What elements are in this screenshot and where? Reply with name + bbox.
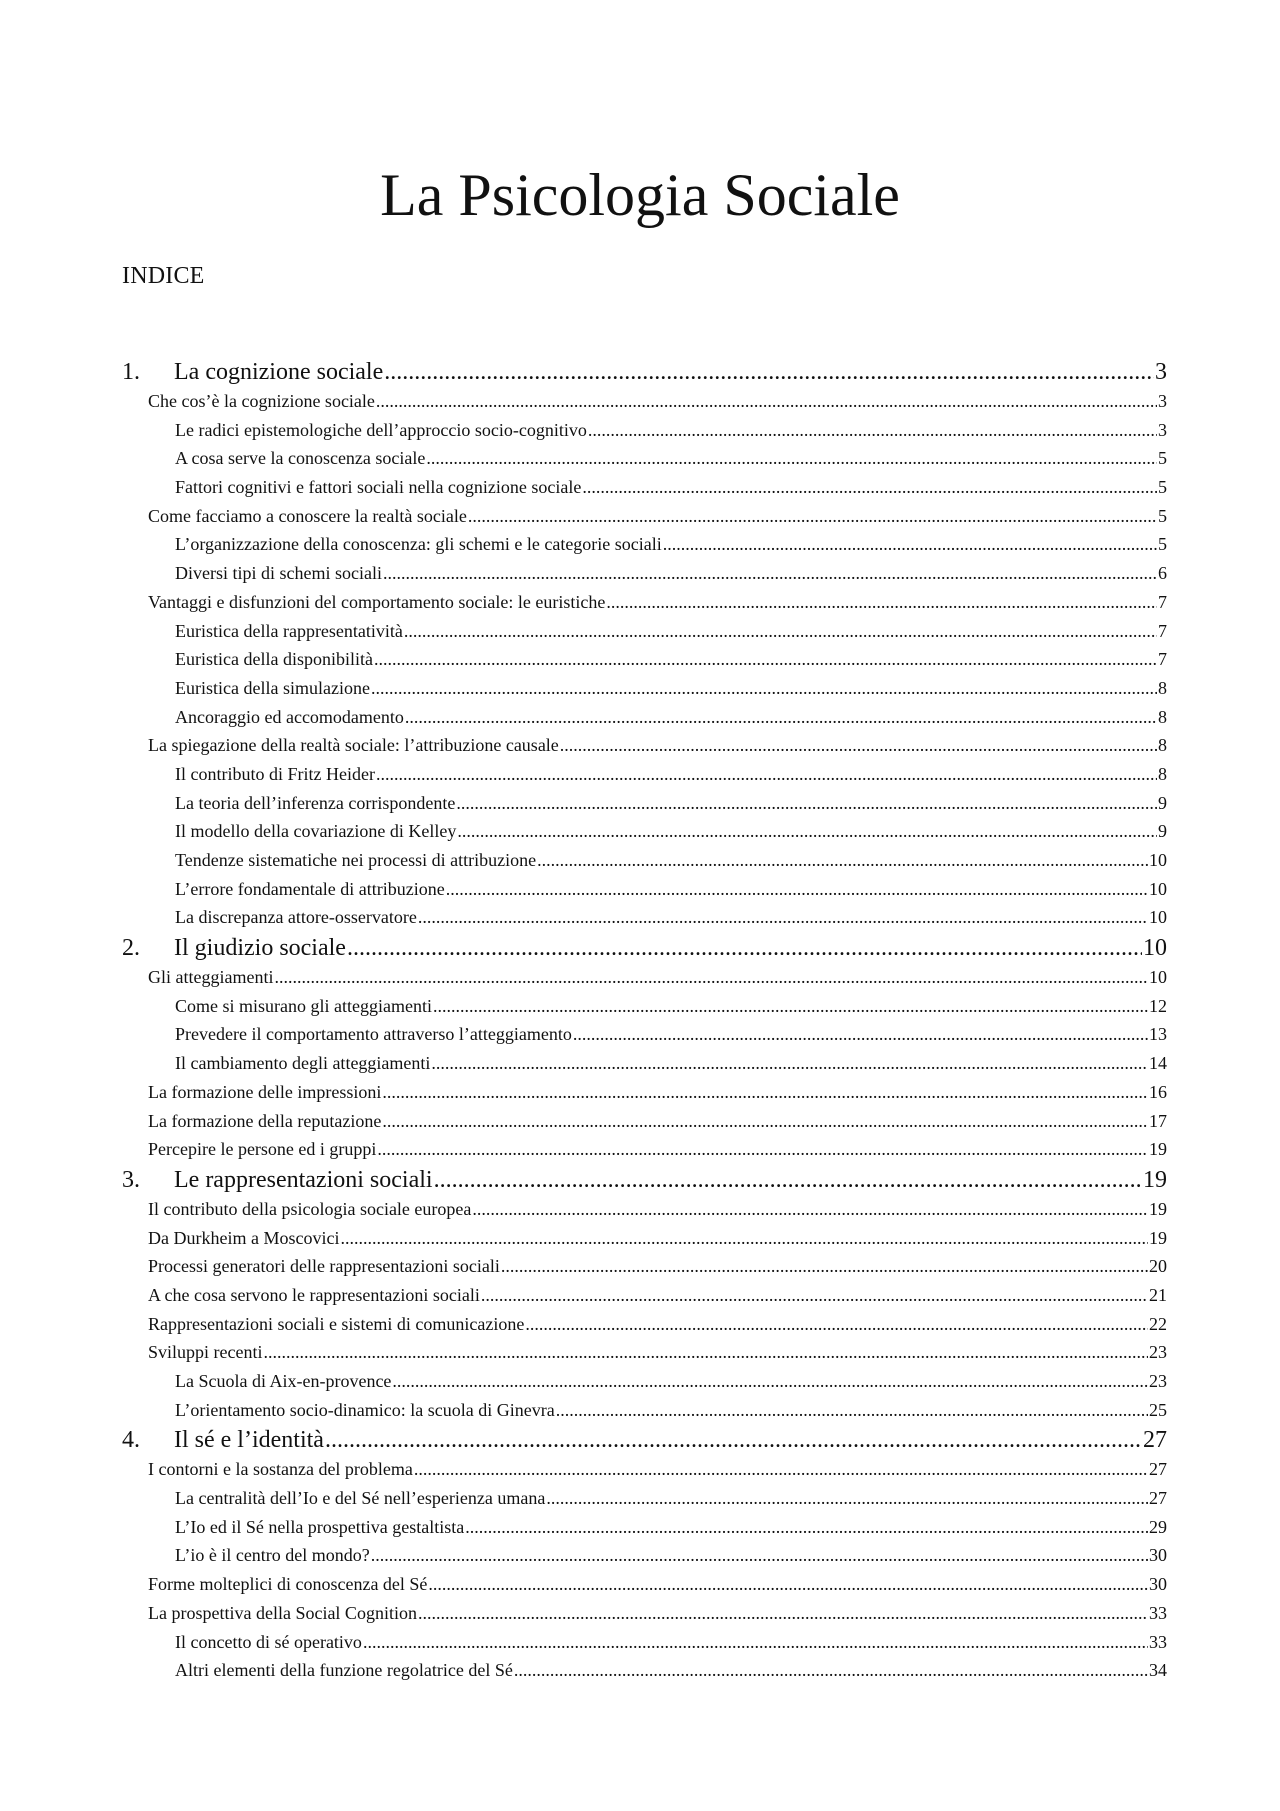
toc-entry-title: Diversi tipi di schemi sociali xyxy=(175,563,382,584)
toc-page-number: 3 xyxy=(1158,391,1167,411)
toc-dot-leader xyxy=(556,1396,1148,1425)
toc-section-entry[interactable] xyxy=(122,731,1167,760)
toc-entry-title: Forme molteplici di conoscenza del Sé xyxy=(148,1574,428,1595)
toc-page-number: 27 xyxy=(1149,1488,1167,1509)
toc-page-number: 33 xyxy=(1149,1631,1167,1652)
toc-page-number: 29 xyxy=(1149,1516,1167,1537)
toc-dot-leader xyxy=(405,703,1157,732)
toc-entry-title: Vantaggi e disfunzioni del comportamento sociale: le euristiche xyxy=(148,591,606,612)
toc-dot-leader xyxy=(404,617,1157,646)
toc-chapter-entry[interactable] xyxy=(122,934,1167,963)
toc-dot-leader xyxy=(588,416,1157,445)
toc-entry-title: Il giudizio sociale xyxy=(174,935,346,962)
toc-subsection-entry[interactable] xyxy=(122,645,1167,674)
toc-entry-title: Euristica della rappresentatività xyxy=(175,620,403,641)
toc-page-number: 19 xyxy=(1149,1139,1167,1160)
toc-page-number: 6 xyxy=(1158,563,1167,584)
toc-page-number: 34 xyxy=(1149,1660,1167,1681)
toc-entry-title: Rappresentazioni sociali e sistemi di comunicazione xyxy=(148,1313,525,1334)
toc-dot-leader xyxy=(433,992,1148,1021)
toc-dot-leader xyxy=(263,1338,1148,1367)
toc-page-number: 30 xyxy=(1149,1545,1167,1566)
toc-page-number: 19 xyxy=(1143,1166,1167,1193)
toc-page-number: 7 xyxy=(1158,620,1167,641)
toc-page-number: 5 xyxy=(1158,477,1167,498)
toc-page-number: 3 xyxy=(1158,419,1167,440)
toc-chapter-entry[interactable] xyxy=(122,1166,1167,1195)
toc-subsection-entry[interactable] xyxy=(122,674,1167,703)
toc-entry-title: La formazione delle impressioni xyxy=(148,1081,382,1102)
toc-entry-title: L’io è il centro del mondo? xyxy=(175,1545,370,1566)
toc-entry-title: Il modello della covariazione di Kelley xyxy=(175,821,457,842)
toc-dot-leader xyxy=(418,903,1148,932)
toc-dot-leader xyxy=(472,1195,1148,1224)
toc-entry-title: L’errore fondamentale di attribuzione xyxy=(175,878,445,899)
toc-dot-leader xyxy=(418,1599,1148,1628)
toc-section-entry[interactable] xyxy=(122,1107,1167,1136)
toc-page-number: 5 xyxy=(1158,448,1167,469)
toc-dot-leader xyxy=(457,817,1157,846)
toc-section-entry[interactable] xyxy=(122,1338,1167,1367)
toc-page-number: 19 xyxy=(1149,1227,1167,1248)
toc-entry-title: Il contributo della psicologia sociale europea xyxy=(148,1198,472,1219)
toc-page-number: 23 xyxy=(1149,1342,1167,1363)
toc-page-number: 10 xyxy=(1149,850,1167,870)
toc-page-number: 3 xyxy=(1155,359,1167,385)
toc-subsection-entry[interactable] xyxy=(122,1541,1167,1570)
toc-page-number: 27 xyxy=(1143,1427,1167,1454)
toc-entry-title: La discrepanza attore-osservatore xyxy=(175,907,417,928)
toc-page-number: 5 xyxy=(1158,534,1167,555)
toc-dot-leader xyxy=(382,1078,1148,1107)
toc-entry-title: La prospettiva della Social Cognition xyxy=(148,1602,417,1623)
toc-subsection-entry[interactable] xyxy=(122,875,1167,904)
toc-dot-leader xyxy=(573,1020,1148,1049)
toc-page-number: 7 xyxy=(1158,591,1167,612)
toc-chapter-entry[interactable] xyxy=(122,358,1167,387)
toc-entry-title: Altri elementi della funzione regolatrice del Sé xyxy=(175,1660,513,1681)
toc-subsection-entry[interactable] xyxy=(122,817,1167,846)
toc-page-number: 5 xyxy=(1158,505,1167,526)
toc-page-number: 17 xyxy=(1149,1110,1167,1131)
toc-page-number: 10 xyxy=(1149,907,1167,928)
toc-entry-title: Il contributo di Fritz Heider xyxy=(175,763,375,784)
toc-entry-title: La formazione della reputazione xyxy=(148,1110,382,1131)
toc-chapter-entry[interactable] xyxy=(122,1426,1167,1455)
toc-subsection-entry[interactable] xyxy=(122,903,1167,932)
toc-subsection-entry[interactable] xyxy=(122,617,1167,646)
toc-page-number: 12 xyxy=(1149,995,1167,1016)
toc-entry-title: Le rappresentazioni sociali xyxy=(174,1166,433,1193)
toc-dot-leader xyxy=(383,559,1157,588)
toc-page-number: 23 xyxy=(1149,1371,1167,1391)
toc-dot-leader xyxy=(392,1367,1148,1396)
toc-dot-leader xyxy=(546,1484,1148,1513)
toc-entry-title: L’orientamento socio-dinamico: la scuola di Ginevra xyxy=(175,1399,555,1420)
toc-entry-title: Ancoraggio ed accomodamento xyxy=(175,706,404,727)
toc-entry-title: Percepire le persone ed i gruppi xyxy=(148,1139,377,1160)
toc-subsection-entry[interactable] xyxy=(122,559,1167,588)
toc-entry-title: La centralità dell’Io e del Sé nell’esperienza umana xyxy=(175,1488,546,1509)
toc-page-number: 9 xyxy=(1158,821,1167,842)
toc-subsection-entry[interactable] xyxy=(122,416,1167,445)
toc-dot-leader xyxy=(376,387,1157,416)
toc-entry-title: A che cosa servono le rappresentazioni sociali xyxy=(148,1284,480,1305)
toc-page-number: 25 xyxy=(1149,1399,1167,1420)
toc-page-number: 33 xyxy=(1149,1602,1167,1623)
toc-entry-title: Come si misurano gli atteggiamenti xyxy=(175,995,432,1016)
toc-page-number: 27 xyxy=(1149,1459,1167,1480)
toc-page-number: 13 xyxy=(1149,1024,1167,1045)
toc-section-entry[interactable] xyxy=(122,1224,1167,1253)
toc-dot-leader xyxy=(347,934,1142,963)
toc-subsection-entry[interactable] xyxy=(122,473,1167,502)
toc-subsection-entry[interactable] xyxy=(122,760,1167,789)
toc-entry-title: Processi generatori delle rappresentazioni sociali xyxy=(148,1256,500,1277)
toc-page-number: 7 xyxy=(1158,649,1167,670)
toc-dot-leader xyxy=(468,502,1157,531)
toc-section-entry[interactable] xyxy=(122,963,1167,992)
toc-dot-leader xyxy=(663,530,1157,559)
toc-section-entry[interactable] xyxy=(122,502,1167,531)
toc-page-number: 10 xyxy=(1149,878,1167,899)
toc-dot-leader xyxy=(560,731,1157,760)
toc-section-entry[interactable] xyxy=(122,1570,1167,1599)
toc-chapter-number: 1. xyxy=(122,359,140,385)
toc-page-number: 9 xyxy=(1158,792,1167,813)
toc-entry-title: La Scuola di Aix-en-provence xyxy=(175,1371,392,1391)
toc-page-number: 20 xyxy=(1149,1256,1167,1277)
toc-dot-leader xyxy=(371,1541,1148,1570)
toc-page-number: 8 xyxy=(1158,763,1167,784)
toc-entry-title: Prevedere il comportamento attraverso l’atteggiamento xyxy=(175,1024,572,1045)
toc-subsection-entry[interactable] xyxy=(122,1396,1167,1425)
toc-entry-title: Il sé e l’identità xyxy=(174,1427,324,1454)
toc-subsection-entry[interactable] xyxy=(122,530,1167,559)
toc-entry-title: Euristica della simulazione xyxy=(175,677,370,698)
toc-entry-title: Tendenze sistematiche nei processi di attribuzione xyxy=(175,850,537,870)
toc-page-number: 19 xyxy=(1149,1198,1167,1219)
toc-dot-leader xyxy=(325,1426,1142,1455)
toc-subsection-entry[interactable] xyxy=(122,1513,1167,1542)
toc-entry-title: Euristica della disponibilità xyxy=(175,649,373,670)
toc-subsection-entry[interactable] xyxy=(122,444,1167,473)
toc-page-number: 10 xyxy=(1143,935,1167,962)
toc-section-entry[interactable] xyxy=(122,1310,1167,1339)
toc-section-entry[interactable] xyxy=(122,1599,1167,1628)
toc-section-entry[interactable] xyxy=(122,1455,1167,1484)
toc-page-number: 8 xyxy=(1158,735,1167,756)
toc-entry-title: La teoria dell’inferenza corrispondente xyxy=(175,792,456,813)
toc-entry-title: A cosa serve la conoscenza sociale xyxy=(175,448,426,469)
toc-dot-leader xyxy=(514,1656,1148,1685)
toc-entry-title: Come facciamo a conoscere la realtà sociale xyxy=(148,505,467,526)
toc-section-entry[interactable] xyxy=(122,1195,1167,1224)
toc-entry-title: Le radici epistemologiche dell’approccio socio-cognitivo xyxy=(175,419,587,440)
toc-subsection-entry[interactable] xyxy=(122,1049,1167,1078)
toc-dot-leader xyxy=(431,1049,1148,1078)
toc-page-number: 8 xyxy=(1158,677,1167,698)
toc-entry-title: I contorni e la sostanza del problema xyxy=(148,1459,413,1480)
toc-page-number: 21 xyxy=(1149,1284,1167,1305)
toc-entry-title: La spiegazione della realtà sociale: l’attribuzione causale xyxy=(148,735,559,756)
toc-subsection-entry[interactable] xyxy=(122,1656,1167,1685)
toc-dot-leader xyxy=(582,473,1157,502)
toc-dot-leader xyxy=(525,1310,1148,1339)
toc-entry-title: Che cos’è la cognizione sociale xyxy=(148,391,375,411)
toc-subsection-entry[interactable] xyxy=(122,992,1167,1021)
toc-dot-leader xyxy=(384,358,1154,387)
toc-dot-leader xyxy=(426,444,1157,473)
toc-entry-title: La cognizione sociale xyxy=(174,359,384,385)
toc-section-entry[interactable] xyxy=(122,387,1167,416)
toc-chapter-number: 3. xyxy=(122,1166,140,1193)
toc-dot-leader xyxy=(537,846,1148,875)
toc-entry-title: Il concetto di sé operativo xyxy=(175,1631,362,1652)
toc-chapter-number: 4. xyxy=(122,1427,140,1454)
toc-subsection-entry[interactable] xyxy=(122,1628,1167,1657)
toc-page-number: 14 xyxy=(1149,1053,1167,1074)
toc-dot-leader xyxy=(428,1570,1148,1599)
toc-subsection-entry[interactable] xyxy=(122,789,1167,818)
toc-dot-leader xyxy=(481,1281,1148,1310)
toc-entry-title: Fattori cognitivi e fattori sociali nella cognizione sociale xyxy=(175,477,582,498)
toc-page-number: 16 xyxy=(1149,1081,1167,1102)
toc-dot-leader xyxy=(456,789,1157,818)
toc-subsection-entry[interactable] xyxy=(122,1367,1167,1396)
index-heading: INDICE xyxy=(122,263,205,289)
toc-entry-title: Gli atteggiamenti xyxy=(148,967,274,988)
toc-entry-title: L’Io ed il Sé nella prospettiva gestaltista xyxy=(175,1516,465,1537)
toc-dot-leader xyxy=(377,1135,1148,1164)
toc-section-entry[interactable] xyxy=(122,1252,1167,1281)
toc-dot-leader xyxy=(274,963,1148,992)
toc-dot-leader xyxy=(446,875,1148,904)
toc-dot-leader xyxy=(363,1628,1148,1657)
toc-dot-leader xyxy=(371,674,1157,703)
toc-subsection-entry[interactable] xyxy=(122,1484,1167,1513)
toc-dot-leader xyxy=(414,1455,1148,1484)
toc-section-entry[interactable] xyxy=(122,1078,1167,1107)
toc-entry-title: Sviluppi recenti xyxy=(148,1342,263,1363)
toc-page-number: 22 xyxy=(1149,1313,1167,1334)
toc-section-entry[interactable] xyxy=(122,1135,1167,1164)
toc-dot-leader xyxy=(501,1252,1148,1281)
toc-section-entry[interactable] xyxy=(122,588,1167,617)
toc-subsection-entry[interactable] xyxy=(122,703,1167,732)
toc-entry-title: Il cambiamento degli atteggiamenti xyxy=(175,1053,431,1074)
toc-page-number: 30 xyxy=(1149,1574,1167,1595)
toc-page-number: 10 xyxy=(1149,967,1167,988)
toc-dot-leader xyxy=(374,645,1157,674)
toc-dot-leader xyxy=(465,1513,1148,1542)
toc-dot-leader xyxy=(382,1107,1148,1136)
toc-page-number: 8 xyxy=(1158,706,1167,727)
toc-entry-title: Da Durkheim a Moscovici xyxy=(148,1227,340,1248)
toc-dot-leader xyxy=(376,760,1157,789)
toc-dot-leader xyxy=(340,1224,1148,1253)
table-of-contents xyxy=(122,356,1167,1685)
toc-entry-title: L’organizzazione della conoscenza: gli schemi e le categorie sociali xyxy=(175,534,662,555)
document-title: La Psicologia Sociale xyxy=(380,162,900,228)
toc-dot-leader xyxy=(434,1166,1142,1195)
toc-chapter-number: 2. xyxy=(122,935,140,962)
toc-subsection-entry[interactable] xyxy=(122,846,1167,875)
toc-dot-leader xyxy=(606,588,1157,617)
toc-subsection-entry[interactable] xyxy=(122,1020,1167,1049)
toc-section-entry[interactable] xyxy=(122,1281,1167,1310)
